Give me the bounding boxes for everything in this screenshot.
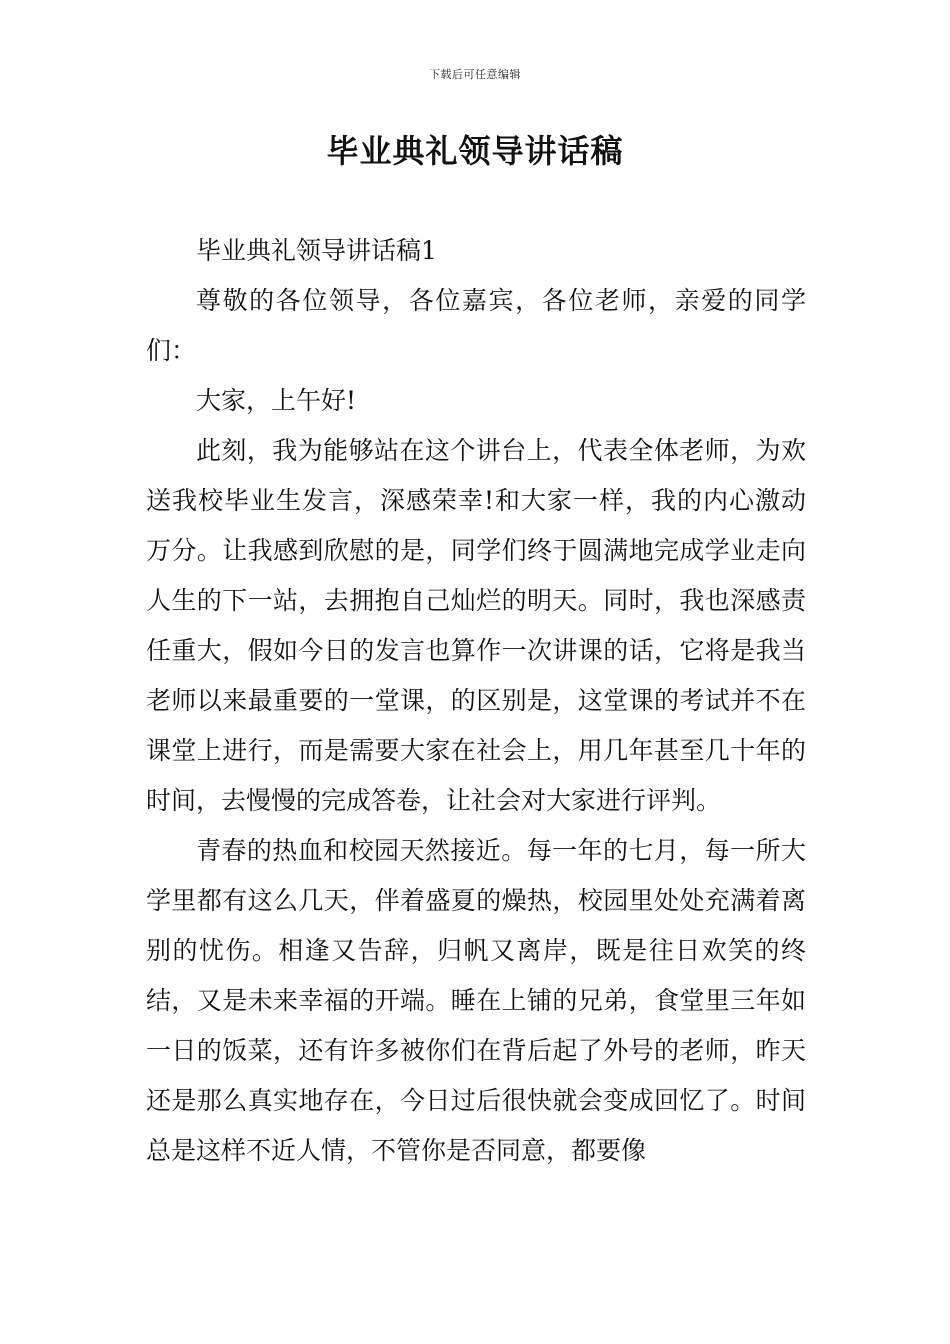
paragraph-salutation: 尊敬的各位领导，各位嘉宾，各位老师，亲爱的同学们： (146, 286, 806, 365)
document-body (146, 226, 806, 1176)
paragraph-body-1: 此刻，我为能够站在这个讲台上，代表全体老师，为欢送我校毕业生发言，深感荣幸!和大家一样，我的内心激动万分。让我感到欣慰的是，同学们终于圆满地完成学业走向人生的下一站，去拥抱自己灿烂的明天。同时，我也深感责任重大，假如今日的发言也算作一次讲课的话，它将是我当老师以来最重要的一堂课，的区别是，这堂课的考试并不在课堂上进行，而是需要大家在社会上，用几年甚至几十年的时间，去慢慢的完成答卷，让社会对大家进行评判。 (146, 436, 806, 815)
document-title: 毕业典礼领导讲话稿 (326, 132, 624, 170)
paragraph-body-2: 青春的热血和校园天然接近。每一年的七月，每一所大学里都有这么几天，伴着盛夏的燥热，校园里处处充满着离别的忧伤。相逢又告辞，归帆又离岸，既是往日欢笑的终结，又是未来幸福的开端。睡在上铺的兄弟，食堂里三年如一日的饭菜，还有许多被你们在背后起了外号的老师，昨天还是那么真实地存在，今日过后很快就会变成回忆了。时间总是这样不近人情，不管你是否同意，都要像 (146, 836, 806, 1165)
header-note: 下载后可任意编辑 (429, 68, 521, 81)
paragraph-greeting: 大家，上午好! (196, 386, 357, 415)
paragraph-subtitle: 毕业典礼领导讲话稿1 (196, 236, 437, 265)
